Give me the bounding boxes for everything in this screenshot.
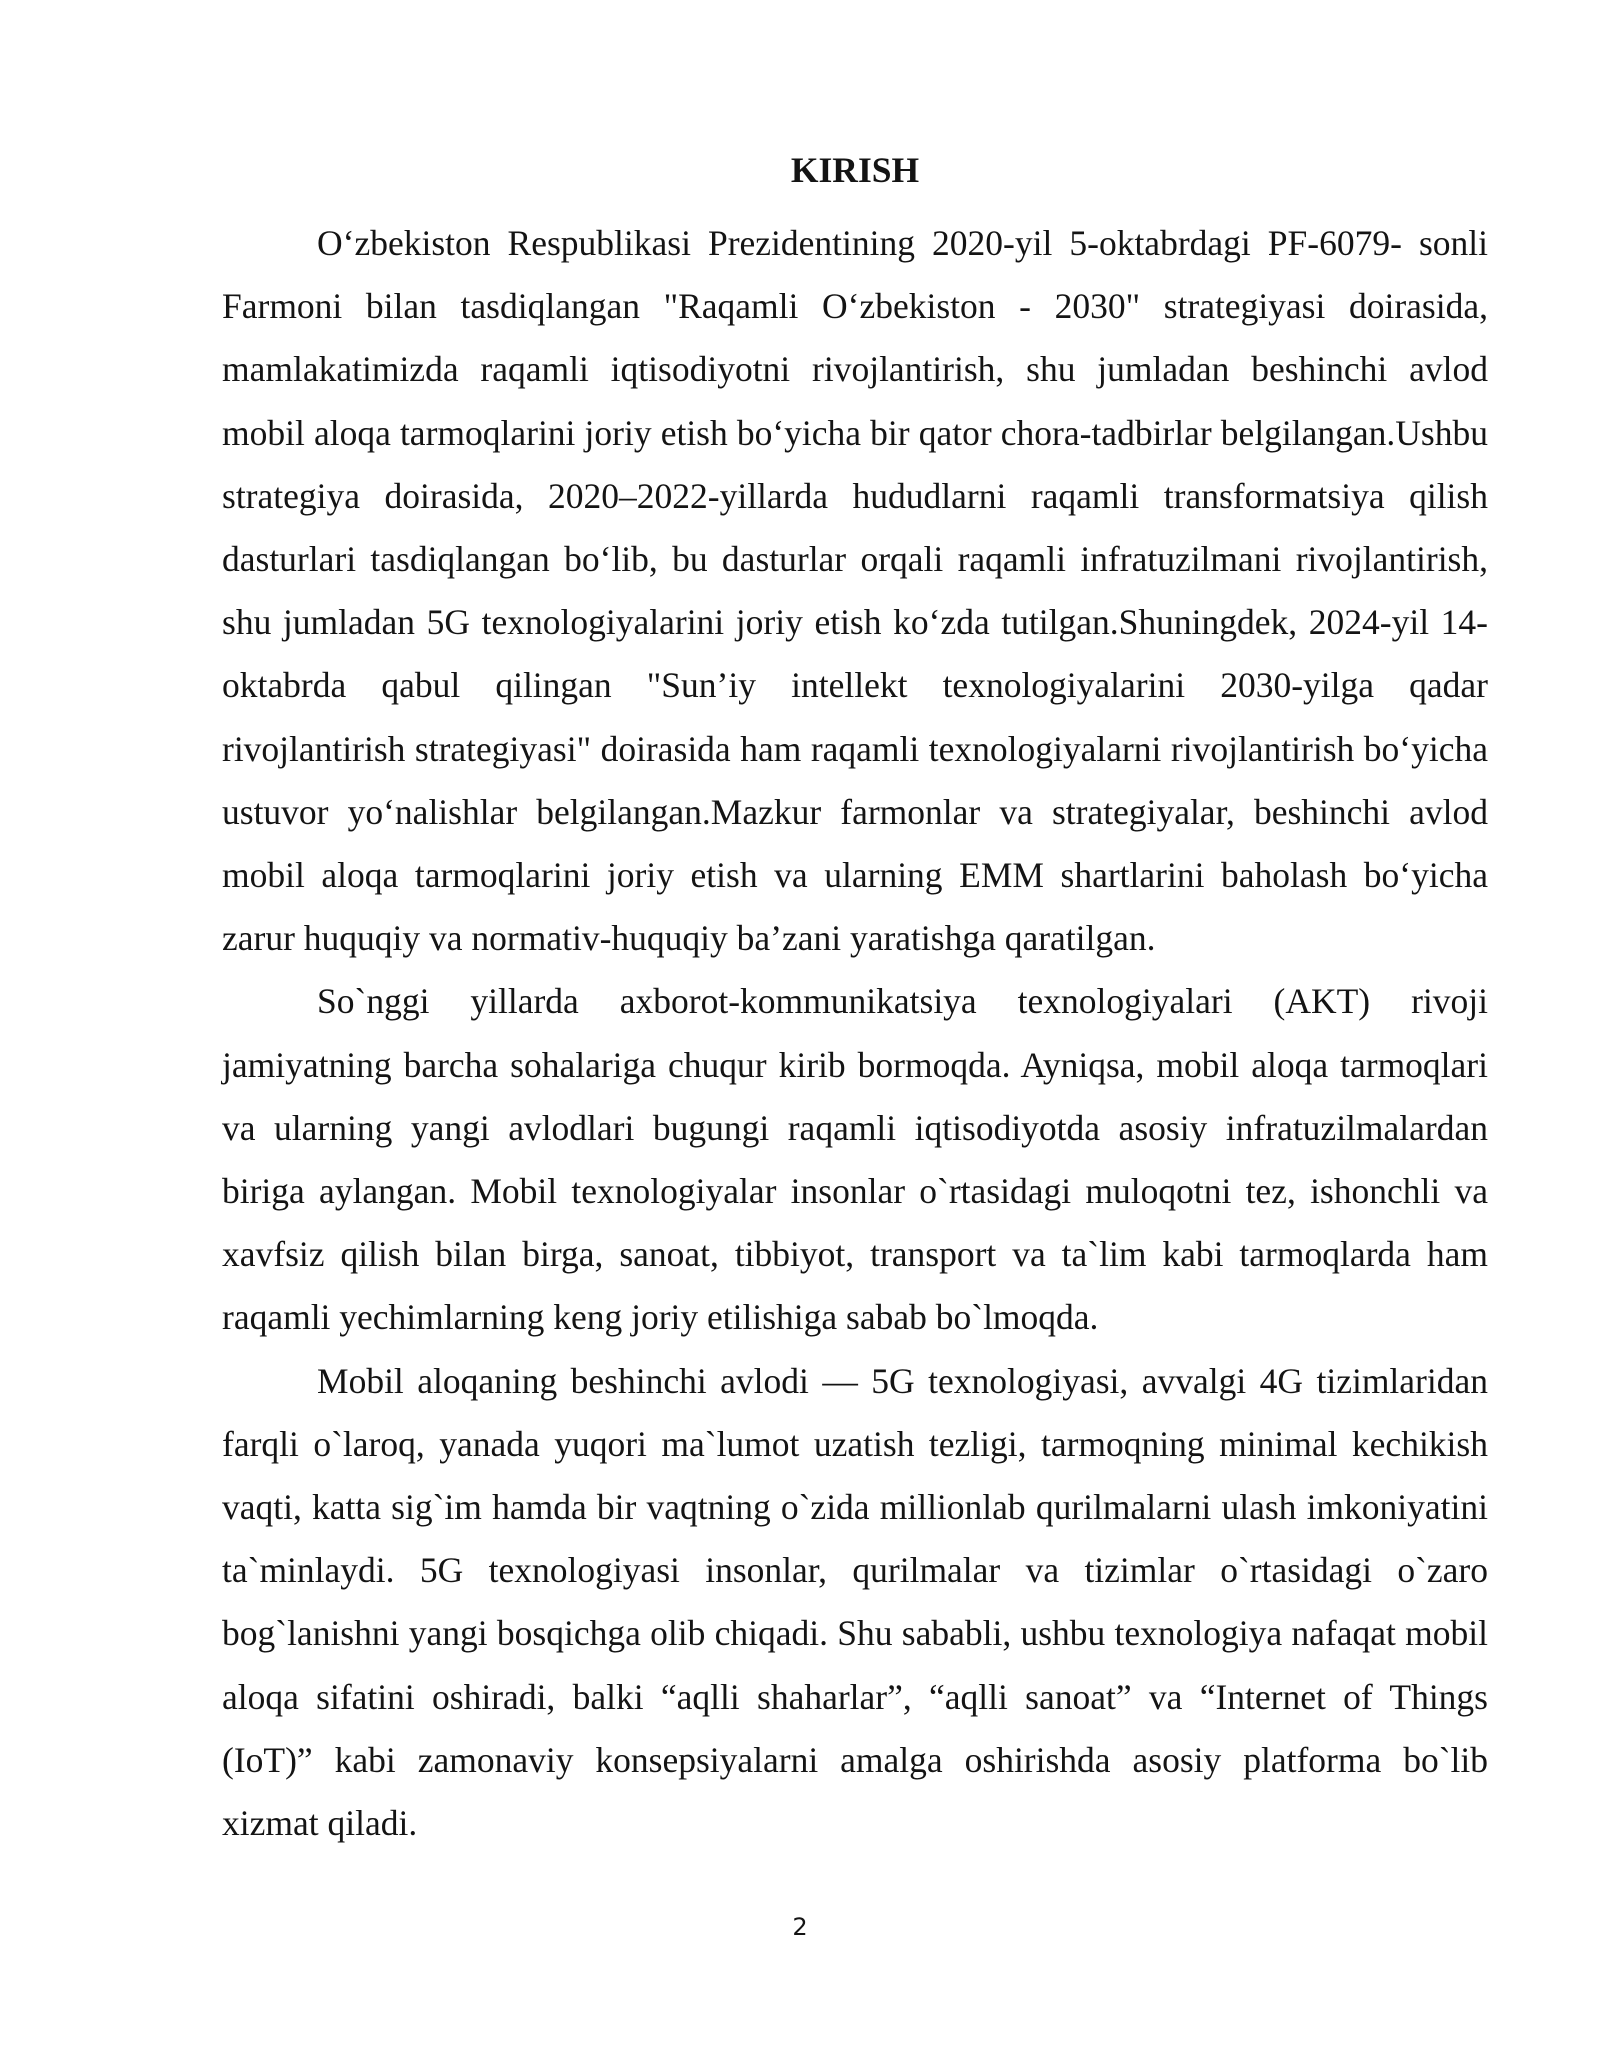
section-title: KIRISH — [790, 150, 920, 190]
page-number: 2 — [792, 1913, 808, 1941]
paragraph-5g-technology: Mobil aloqaning beshinchi avlodi — 5G texnologiyasi, avvalgi 4G tizimlaridan farqli o`laroq, yanada yuqori ma`lumot uzatish tezligi, tarmoqning minimal kechikish vaqti, katta sig`im hamda bir vaqtning o`zida millionlab qurilmalarni ulash imkoniyatini ta`minlaydi. 5G texnologiyasi insonlar, qurilmalar va tizimlar o`rtasidagi o`zaro bog`lanishni yangi bosqichga olib chiqadi. Shu sababli, ushbu texnologiya nafaqat mobil aloqa sifatini oshiradi, balki “aqlli shaharlar”, “aqlli sanoat” va “Internet of Things (IoT)” kabi zamonaviy konsepsiyalarni amalga oshirishda asosiy platforma bo`lib xizmat qiladi. — [222, 1360, 1488, 1844]
page-body — [222, 148, 1488, 1855]
paragraph-intro: O‘zbekiston Respublikasi Prezidentining 2020-yil 5-oktabrdagi PF-6079- sonli Farmoni bilan tasdiqlangan "Raqamli O‘zbekiston - 2030" strategiyasi doirasida, mamlakatimizda raqamli iqtisodiyotni rivojlantirish, shu jumladan beshinchi avlod mobil aloqa tarmoqlarini joriy etish bo‘yicha bir qator chora-tadbirlar belgilangan.Ushbu strategiya doirasida, 2020–2022-yillarda hududlarni raqamli transformatsiya qilish dasturlari tasdiqlangan bo‘lib, bu dasturlar orqali raqamli infratuzilmani rivojlantirish, shu jumladan 5G texnologiyalarini joriy etish ko‘zda tutilgan.Shuningdek, 2024-yil 14-oktabrda qabul qilingan "Sun’iy intellekt texnologiyalarini 2030-yilga qadar rivojlantirish strategiyasi" doirasida ham raqamli texnologiyalarni rivojlantirish bo‘yicha ustuvor yo‘nalishlar belgilangan.Mazkur farmonlar va strategiyalar, beshinchi avlod mobil aloqa tarmoqlarini joriy etish va ularning EMM shartlarini baholash bo‘yicha zarur huquqiy va normativ-huquqiy ba’zani yaratishga qaratilgan. — [222, 223, 1488, 959]
paragraph-ict-development: So`nggi yillarda axborot-kommunikatsiya texnologiyalari (AKT) rivoji jamiyatning barcha sohalariga chuqur kirib bormoqda. Ayniqsa, mobil aloqa tarmoqlari va ularning yangi avlodlari bugungi raqamli iqtisodiyotda asosiy infratuzilmalardan biriga aylangan. Mobil texnologiyalar insonlar o`rtasidagi muloqotni tez, ishonchli va xavfsiz qilish bilan birga, sanoat, tibbiyot, transport va ta`lim kabi tarmoqlarda ham raqamli yechimlarning keng joriy etilishiga sabab bo`lmoqda. — [222, 981, 1488, 1338]
